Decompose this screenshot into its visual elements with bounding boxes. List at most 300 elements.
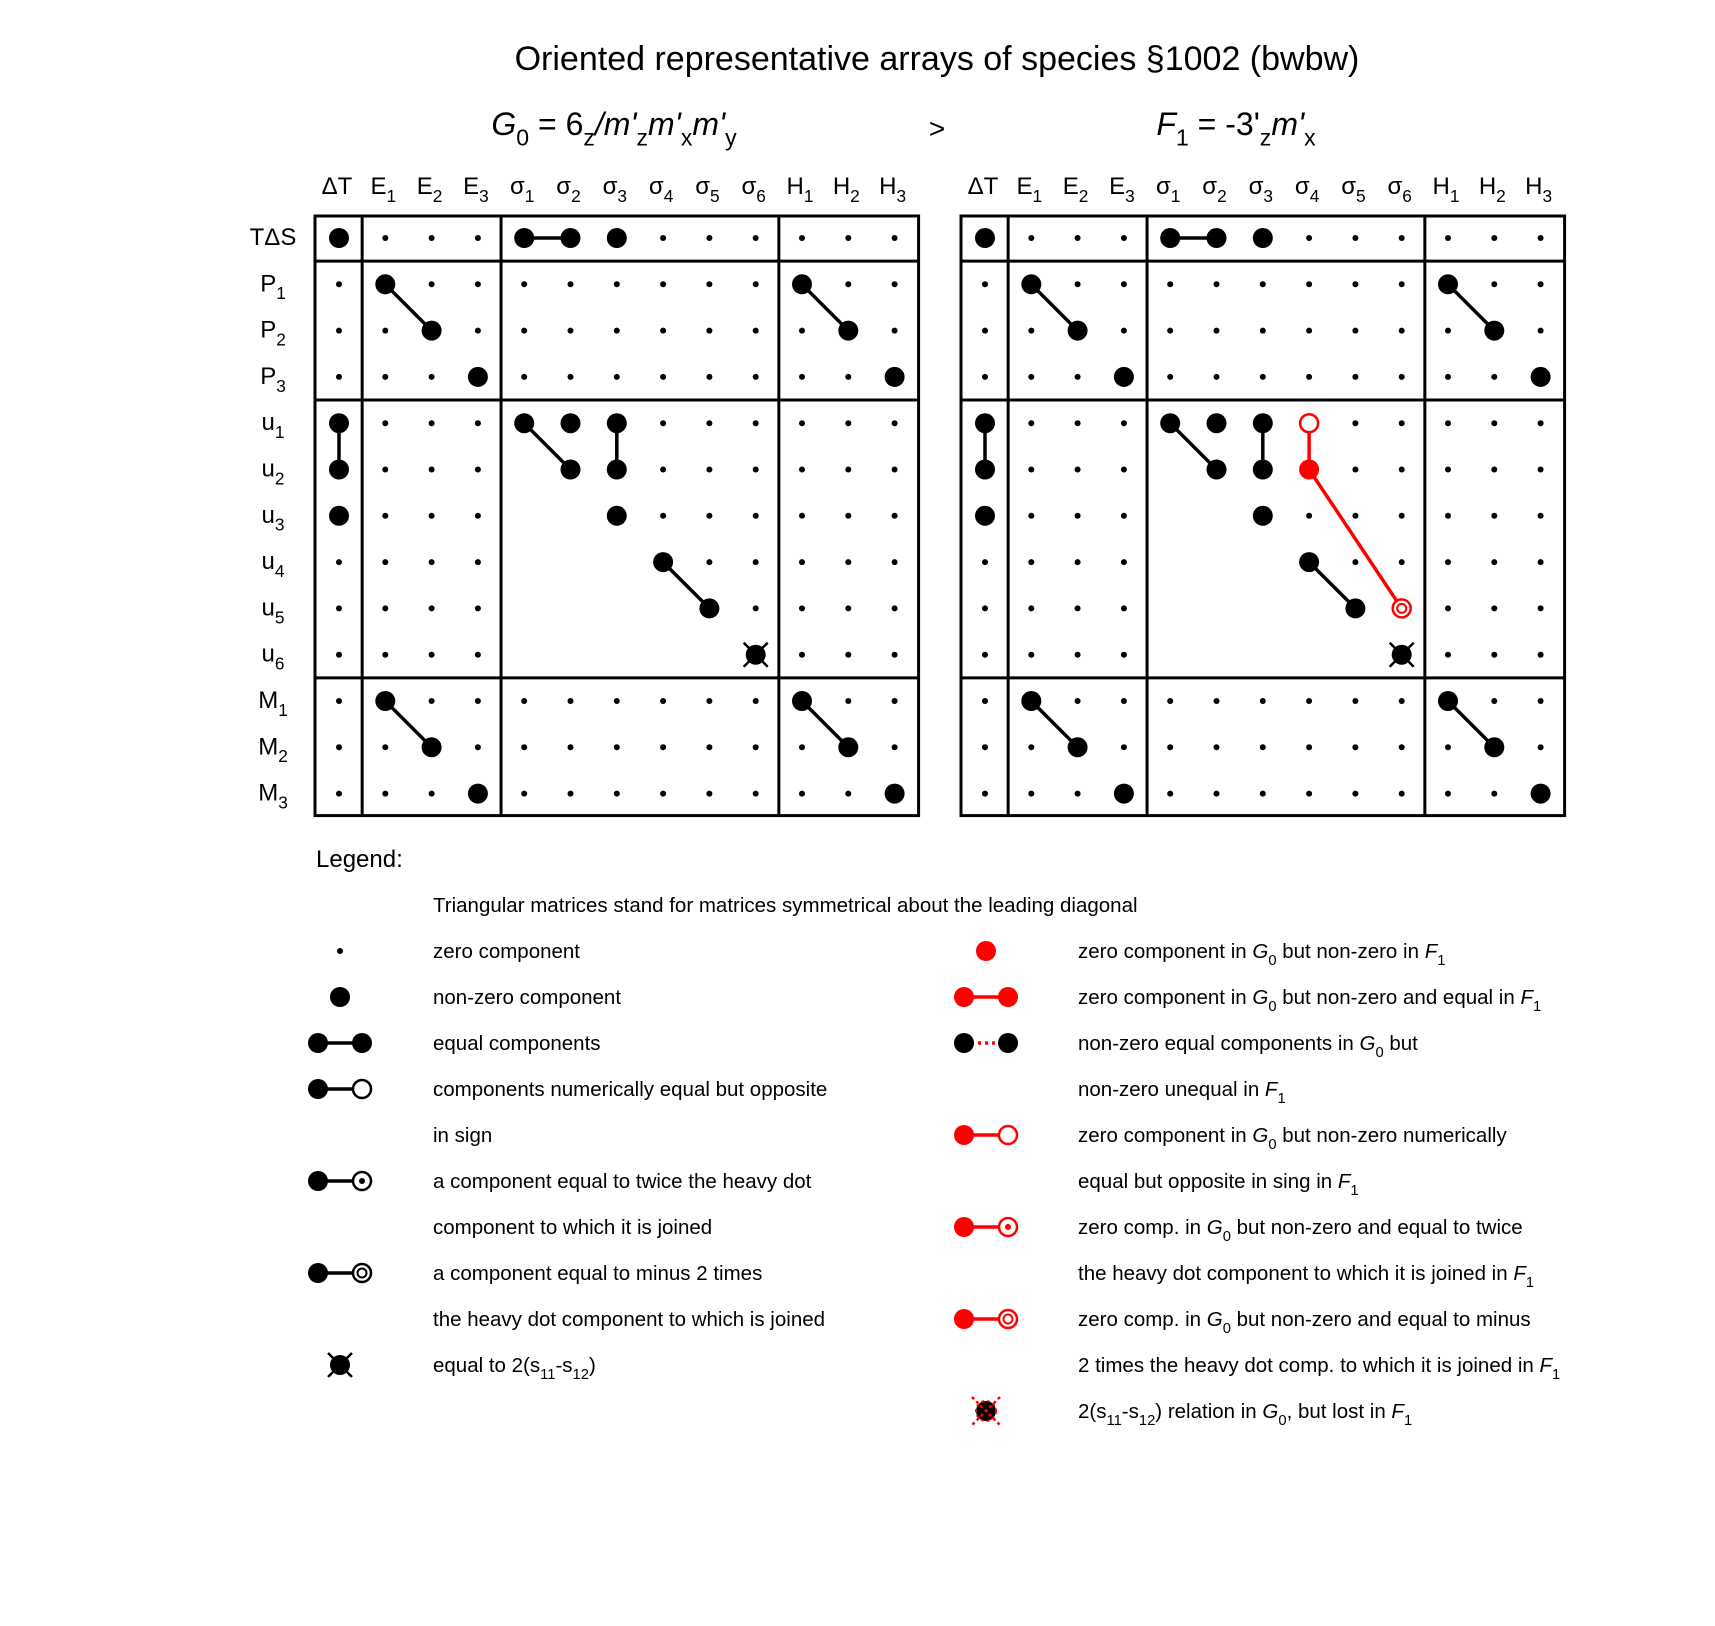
zero-component-dot xyxy=(1260,744,1266,750)
column-header-run: 1 xyxy=(1449,185,1460,206)
legend-text-run: non-zero unequal in xyxy=(1078,1078,1265,1101)
column-header xyxy=(1341,173,1365,206)
legend-icon-dot xyxy=(337,948,343,954)
legend-text-run: 1 xyxy=(1552,1366,1561,1383)
column-header-run: H xyxy=(832,173,851,200)
zero-component-dot xyxy=(336,652,342,658)
zero-component-dot xyxy=(660,698,666,704)
nonzero-component-dot xyxy=(1253,413,1273,433)
zero-component-dot xyxy=(845,605,851,611)
nonzero-component-dot xyxy=(1253,506,1273,526)
zero-component-dot xyxy=(1445,652,1451,658)
zero-component-dot xyxy=(521,374,527,380)
zero-component-dot xyxy=(1028,328,1034,334)
legend-note-run: Triangular matrices stand for matrices symmetrical about the leading diagonal xyxy=(433,894,1138,917)
legend-text-run: F xyxy=(1513,1262,1526,1285)
nonzero-component-dot xyxy=(1345,598,1365,618)
legend-text xyxy=(1078,1262,1534,1291)
row-header-run: u xyxy=(261,501,275,529)
zero-component-dot xyxy=(475,235,481,241)
zero-component-dot xyxy=(1121,281,1127,287)
nonzero-component-dot xyxy=(1484,321,1504,341)
zero-component-dot xyxy=(1491,791,1497,797)
zero-component-dot xyxy=(1399,374,1405,380)
zero-component-dot xyxy=(1167,281,1173,287)
column-header xyxy=(1479,173,1506,206)
legend-text-run: but non-zero and equal in xyxy=(1276,986,1521,1009)
legend-text xyxy=(1078,1400,1412,1429)
zero-component-dot xyxy=(1538,235,1544,241)
zero-component-dot xyxy=(1445,605,1451,611)
zero-component-dot xyxy=(1538,467,1544,473)
zero-component-dot xyxy=(1352,467,1358,473)
legend-text xyxy=(433,1170,812,1193)
zero-component-dot xyxy=(1352,744,1358,750)
zero-component-dot xyxy=(1445,744,1451,750)
nonzero-component-dot xyxy=(1160,413,1180,433)
matrix-g0 xyxy=(315,216,919,816)
zero-component-dot xyxy=(1491,420,1497,426)
zero-component-dot xyxy=(845,513,851,519)
nonzero-component-dot xyxy=(1068,321,1088,341)
zero-component-dot xyxy=(1028,374,1034,380)
zero-component-dot xyxy=(892,513,898,519)
row-header-run: P xyxy=(260,270,277,298)
nonzero-component-dot xyxy=(607,228,627,248)
legend-text xyxy=(433,1124,492,1147)
legend-small-dot xyxy=(337,948,343,954)
zero-component-dot xyxy=(1538,328,1544,334)
zero-component-dot xyxy=(892,235,898,241)
zero-component-dot xyxy=(1445,791,1451,797)
row-header-run: M xyxy=(258,733,279,761)
zero-component-dot xyxy=(614,281,620,287)
legend-text xyxy=(1078,1032,1418,1061)
column-header-run: H xyxy=(879,173,897,200)
column-header-run: 4 xyxy=(1309,185,1320,206)
zero-component-dot xyxy=(1214,281,1220,287)
zero-component-dot xyxy=(521,791,527,797)
legend-text xyxy=(1078,1170,1359,1199)
legend-text xyxy=(1078,1354,1560,1383)
zero-component-dot xyxy=(1491,605,1497,611)
legend-text xyxy=(1078,1078,1286,1107)
legend-icon-r_cross xyxy=(972,1397,1000,1425)
zero-component-dot xyxy=(475,467,481,473)
legend-text-run: in sign xyxy=(433,1124,493,1147)
row-header-run: u xyxy=(261,455,275,483)
legend-heavy-dot xyxy=(308,1033,328,1053)
zero-component-dot xyxy=(1167,698,1173,704)
zero-component-dot xyxy=(382,791,388,797)
column-header-run: σ xyxy=(695,173,711,200)
formula-g0-run: m' xyxy=(648,106,681,142)
legend-text-run: -s xyxy=(555,1354,573,1377)
zero-component-dot xyxy=(1260,698,1266,704)
legend-heavy-dot xyxy=(308,1171,328,1191)
row-header xyxy=(260,270,286,303)
zero-component-dot xyxy=(660,744,666,750)
column-header-run: 1 xyxy=(1032,185,1043,206)
row-header xyxy=(260,363,286,396)
row-header-run: 3 xyxy=(274,514,285,535)
zero-component-dot xyxy=(1445,235,1451,241)
zero-component-dot xyxy=(1352,374,1358,380)
column-header xyxy=(741,173,765,206)
zero-component-dot xyxy=(982,374,988,380)
row-header-run: 5 xyxy=(274,607,285,628)
zero-component-dot xyxy=(429,605,435,611)
zero-component-dot xyxy=(568,698,574,704)
nonzero-component-dot xyxy=(975,413,995,433)
legend-text-run: equal but opposite in sing in xyxy=(1078,1170,1338,1193)
zero-component-dot xyxy=(568,328,574,334)
zero-component-dot xyxy=(336,559,342,565)
zero-component-dot xyxy=(1075,281,1081,287)
zero-component-dot xyxy=(429,791,435,797)
zero-component-dot xyxy=(1121,235,1127,241)
nonzero-component-dot xyxy=(1484,737,1504,757)
legend-open-dot xyxy=(353,1080,371,1098)
legend-text-run: a component equal to minus 2 times xyxy=(433,1262,763,1285)
row-header-run: 4 xyxy=(274,561,285,582)
legend-icon-heavy xyxy=(330,987,350,1007)
legend-text-run: but non-zero in xyxy=(1276,940,1425,963)
zero-component-dot xyxy=(1306,513,1312,519)
zero-component-dot xyxy=(382,605,388,611)
zero-component-dot xyxy=(1491,698,1497,704)
row-header-run: M xyxy=(258,779,279,807)
legend-text-run: 0 xyxy=(1222,1320,1231,1337)
zero-component-dot xyxy=(892,652,898,658)
column-header xyxy=(1202,173,1226,206)
nonzero-component-dot xyxy=(1531,367,1551,387)
nonzero-component-dot xyxy=(885,784,905,804)
zero-component-dot xyxy=(1306,791,1312,797)
legend-icon-dotted xyxy=(954,1033,1018,1053)
row-header-run: u xyxy=(261,548,275,576)
zero-component-dot xyxy=(753,513,759,519)
nonzero-component-dot xyxy=(329,506,349,526)
zero-component-dot xyxy=(1399,235,1405,241)
legend-text-run: non-zero equal components in xyxy=(1078,1032,1360,1055)
zero-component-dot xyxy=(382,513,388,519)
formula-f1 xyxy=(1156,106,1316,151)
zero-component-dot xyxy=(568,374,574,380)
legend-heavy-dot xyxy=(954,1033,974,1053)
zero-component-dot xyxy=(382,374,388,380)
column-header-run: E xyxy=(1109,173,1126,200)
column-header-run: H xyxy=(1525,173,1543,200)
legend-text-run: components numerically equal but opposite xyxy=(433,1078,828,1101)
nonzero-component-dot xyxy=(1253,460,1273,480)
zero-component-dot xyxy=(1121,605,1127,611)
zero-component-dot xyxy=(845,467,851,473)
formula-g0-run: y xyxy=(725,124,737,151)
red-link xyxy=(1309,470,1402,609)
zero-component-dot xyxy=(1306,744,1312,750)
zero-component-dot xyxy=(1399,328,1405,334)
column-header-run: σ xyxy=(556,173,572,200)
zero-component-dot xyxy=(892,744,898,750)
zero-component-dot xyxy=(706,559,712,565)
column-header-run: 2 xyxy=(850,185,860,206)
legend-text-run: equal components xyxy=(433,1032,601,1055)
zero-component-dot xyxy=(1538,420,1544,426)
nonzero-component-dot xyxy=(1114,784,1134,804)
column-header-run: 2 xyxy=(1078,185,1089,206)
legend-text-run: F xyxy=(1539,1354,1553,1377)
legend-text-run: 0 xyxy=(1375,1044,1384,1061)
zero-component-dot xyxy=(1445,559,1451,565)
zero-component-dot xyxy=(799,235,805,241)
zero-component-dot xyxy=(845,235,851,241)
column-header-run: 1 xyxy=(386,185,397,206)
row-header-run: 2 xyxy=(274,468,285,489)
zero-component-dot xyxy=(799,420,805,426)
column-header xyxy=(1016,173,1042,206)
legend-heavy-dot xyxy=(352,1033,372,1053)
zero-component-dot xyxy=(753,374,759,380)
column-header-run: σ xyxy=(1294,173,1310,200)
zero-component-dot xyxy=(1075,559,1081,565)
column-header-run: E xyxy=(370,173,387,200)
legend-text-run: zero comp. in xyxy=(1078,1216,1207,1239)
zero-component-dot xyxy=(1260,328,1266,334)
column-header-run: 1 xyxy=(803,185,814,206)
zero-component-dot xyxy=(1399,559,1405,565)
row-header-run: 1 xyxy=(274,422,285,443)
zero-component-dot xyxy=(1121,513,1127,519)
zero-component-dot xyxy=(660,420,666,426)
legend-text-run: , but lost in xyxy=(1286,1400,1392,1423)
zero-component-dot xyxy=(1306,698,1312,704)
zero-component-dot xyxy=(1214,744,1220,750)
column-header-run: 1 xyxy=(1170,185,1181,206)
legend-text-run: G xyxy=(1359,1032,1376,1055)
zero-component-dot xyxy=(1214,328,1220,334)
zero-component-dot xyxy=(1538,744,1544,750)
zero-component-dot xyxy=(706,281,712,287)
zero-component-dot xyxy=(475,652,481,658)
zero-component-dot xyxy=(382,744,388,750)
zero-component-dot xyxy=(336,791,342,797)
column-header-run: 6 xyxy=(1402,185,1412,206)
zero-component-dot xyxy=(1491,559,1497,565)
zero-component-dot xyxy=(1075,605,1081,611)
legend-heavy-dot xyxy=(954,1217,974,1237)
zero-component-dot xyxy=(521,281,527,287)
zero-component-dot xyxy=(1491,235,1497,241)
legend-text xyxy=(433,1308,825,1331)
zero-component-dot xyxy=(799,791,805,797)
zero-component-dot xyxy=(521,328,527,334)
red-nonzero-dot xyxy=(1299,460,1319,480)
column-header xyxy=(1525,173,1552,206)
zero-component-dot xyxy=(336,281,342,287)
zero-component-dot xyxy=(1538,698,1544,704)
zero-component-dot xyxy=(660,281,666,287)
zero-component-dot xyxy=(475,605,481,611)
column-header-run: H xyxy=(1478,173,1497,200)
formula-f1-run: 1 xyxy=(1175,124,1189,151)
zero-component-dot xyxy=(799,328,805,334)
zero-component-dot xyxy=(753,328,759,334)
zero-component-dot xyxy=(1028,652,1034,658)
column-header-run: ΔT xyxy=(967,173,999,200)
legend-text-run: 1 xyxy=(1437,952,1446,969)
zero-component-dot xyxy=(753,744,759,750)
zero-component-dot xyxy=(429,513,435,519)
row-header-run: u xyxy=(261,640,275,668)
legend-icon-twice xyxy=(308,1171,371,1191)
column-header xyxy=(463,173,489,206)
row-header-run: P xyxy=(260,316,277,344)
zero-component-dot xyxy=(892,698,898,704)
zero-component-dot xyxy=(706,374,712,380)
formula-f1-run: F xyxy=(1156,106,1176,142)
zero-component-dot xyxy=(799,559,805,565)
nonzero-component-dot xyxy=(885,367,905,387)
diagram-title: Oriented representative arrays of species §1002 (bwbw) xyxy=(514,40,1360,78)
nonzero-component-dot xyxy=(468,784,488,804)
column-header-run: 2 xyxy=(1217,185,1227,206)
zero-component-dot xyxy=(1075,513,1081,519)
legend-heavy-dot xyxy=(998,987,1018,1007)
row-header xyxy=(262,456,285,489)
zero-component-dot xyxy=(892,281,898,287)
column-header xyxy=(603,173,627,206)
zero-component-dot xyxy=(982,744,988,750)
column-header-run: 3 xyxy=(617,185,628,206)
legend-text-run: F xyxy=(1520,986,1533,1009)
zero-component-dot xyxy=(706,467,712,473)
zero-component-dot xyxy=(1352,698,1358,704)
row-header-run: M xyxy=(258,687,279,714)
zero-component-dot xyxy=(614,744,620,750)
zero-component-dot xyxy=(1399,420,1405,426)
zero-component-dot xyxy=(336,744,342,750)
legend-heavy-dot xyxy=(998,1033,1018,1053)
zero-component-dot xyxy=(1075,420,1081,426)
legend-text-run: non-zero component xyxy=(433,986,622,1009)
nonzero-component-dot xyxy=(1438,274,1458,294)
legend-text-run: the heavy dot component to which it is joined in xyxy=(1078,1262,1514,1285)
zero-component-dot xyxy=(1028,791,1034,797)
zero-component-dot xyxy=(475,281,481,287)
zero-component-dot xyxy=(1445,467,1451,473)
zero-component-dot xyxy=(1075,374,1081,380)
column-header-run: E xyxy=(1016,173,1033,200)
zero-component-dot xyxy=(1538,281,1544,287)
legend-text-run: 2 times the heavy dot comp. to which it is joined in xyxy=(1078,1354,1540,1377)
zero-component-dot xyxy=(1214,374,1220,380)
legend-text-run: the heavy dot component to which is joined xyxy=(433,1308,826,1331)
legend-text-run: 1 xyxy=(1532,998,1542,1015)
legend-text-run: zero comp. in xyxy=(1078,1308,1207,1331)
zero-component-dot xyxy=(1399,791,1405,797)
zero-component-dot xyxy=(336,605,342,611)
zero-component-dot xyxy=(1167,744,1173,750)
zero-component-dot xyxy=(1214,791,1220,797)
column-header-run: 2 xyxy=(1496,185,1506,206)
zero-component-dot xyxy=(1121,698,1127,704)
formula-g0-run: z xyxy=(583,124,595,151)
zero-component-dot xyxy=(1538,605,1544,611)
legend-text-run: G xyxy=(1252,986,1269,1009)
zero-component-dot xyxy=(753,791,759,797)
legend-text-run: but xyxy=(1383,1032,1418,1055)
row-header-run: u xyxy=(261,594,275,622)
legend-icon-r_minus2 xyxy=(954,1309,1017,1329)
column-header-run: ΔT xyxy=(321,173,353,200)
legend-text xyxy=(433,1262,762,1285)
zero-component-dot xyxy=(1306,235,1312,241)
legend-text-run: zero component in xyxy=(1078,986,1253,1009)
legend-text-run: 11 xyxy=(1106,1412,1122,1429)
column-header-run: 4 xyxy=(663,185,674,206)
zero-component-dot xyxy=(521,698,527,704)
column-header xyxy=(1249,173,1273,206)
nonzero-component-dot xyxy=(1253,228,1273,248)
zero-component-dot xyxy=(1445,328,1451,334)
zero-component-dot xyxy=(1214,698,1220,704)
zero-component-dot xyxy=(706,235,712,241)
legend-text-run: 0 xyxy=(1268,1136,1277,1153)
zero-component-dot xyxy=(429,235,435,241)
legend-text-run: equal to 2(s xyxy=(433,1354,541,1377)
zero-component-dot xyxy=(1028,420,1034,426)
zero-component-dot xyxy=(845,698,851,704)
nonzero-component-dot xyxy=(1438,691,1458,711)
row-header xyxy=(262,548,285,581)
formula-g0-run: = 6 xyxy=(529,106,584,142)
zero-component-dot xyxy=(892,605,898,611)
column-header-run: σ xyxy=(1202,173,1218,200)
nonzero-component-dot xyxy=(607,413,627,433)
column-header-run: σ xyxy=(602,173,618,200)
legend-text-run: -s xyxy=(1121,1400,1139,1423)
zero-component-dot xyxy=(1121,420,1127,426)
zero-component-dot xyxy=(1491,652,1497,658)
nonzero-component-dot xyxy=(607,460,627,480)
column-header-run: σ xyxy=(1387,173,1403,200)
row-header xyxy=(262,594,285,627)
formula-g0-run: x xyxy=(680,124,693,151)
formula-g0-run: G xyxy=(491,106,517,142)
nonzero-component-dot xyxy=(975,460,995,480)
column-header-run: 3 xyxy=(479,185,489,206)
nonzero-component-dot xyxy=(422,737,442,757)
column-header-run: 2 xyxy=(432,185,443,206)
nonzero-component-dot xyxy=(375,691,395,711)
zero-component-dot xyxy=(1352,559,1358,565)
zero-component-dot xyxy=(982,559,988,565)
legend-center-dot xyxy=(1005,1224,1011,1230)
nonzero-component-dot xyxy=(468,367,488,387)
legend-icon-equal xyxy=(308,1033,372,1053)
formula-f1-run: m' xyxy=(1271,106,1305,142)
nonzero-component-dot xyxy=(792,274,812,294)
column-header-run: 3 xyxy=(1263,185,1274,206)
column-header xyxy=(1109,173,1135,206)
row-header-run: u xyxy=(261,409,275,437)
zero-component-dot xyxy=(1075,652,1081,658)
row-header xyxy=(258,733,288,766)
zero-component-dot xyxy=(660,328,666,334)
zero-component-dot xyxy=(1075,235,1081,241)
zero-component-dot xyxy=(1352,235,1358,241)
